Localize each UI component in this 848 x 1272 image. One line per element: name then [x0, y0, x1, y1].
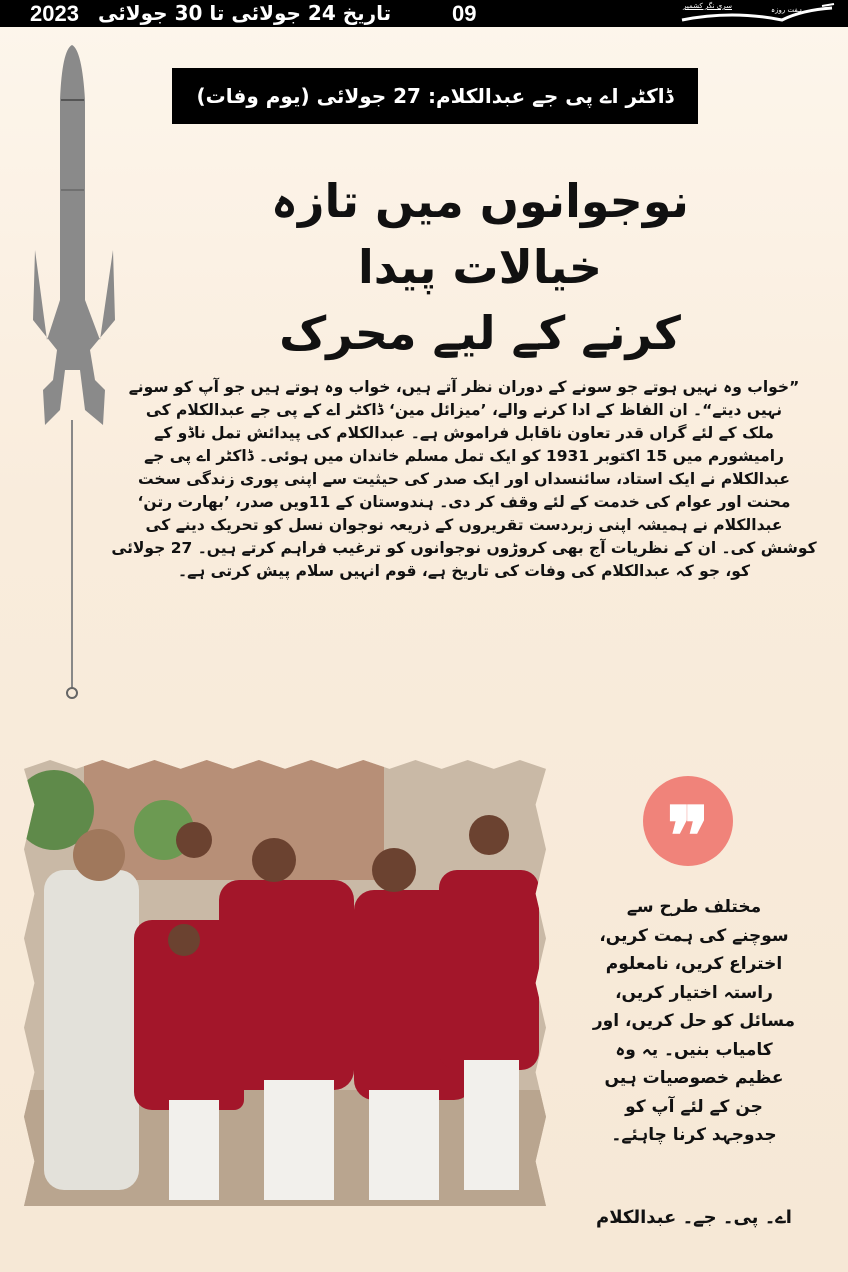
body-line: عبدالکلام نے ایک استاد، سائنسداں اور ایک صدر کی حیثیت سے اپنی پوری زندگی سخت	[138, 470, 790, 488]
quote-line: مختلف طرح سے	[626, 897, 762, 917]
article-photo	[24, 760, 546, 1206]
masthead-weekly: ہفت روزہ	[771, 6, 802, 14]
body-line: ملک کے لئے گراں قدر تعاون ناقابل فراموش ہے۔ عبدالکلام کی پیدائش تمل ناڈو کے	[154, 424, 774, 442]
body-line: رامیشورم میں 15 اکتوبر 1931 کو ایک تمل مسلم خاندان میں ہوئی۔ ڈاکٹر اے پی جے	[144, 447, 784, 465]
body-line: نہیں دیتے“۔ ان الفاظ کے ادا کرنے والے، ’میزائل مین‘ ڈاکٹر اے کے پی جے عبدالکلام کی	[145, 401, 783, 419]
quote-line: جن کے لئے آپ کو	[625, 1096, 763, 1117]
headline-line: کرنے کے لیے محرک	[279, 306, 681, 360]
quote-line: کامیاب بنیں۔ یہ وہ	[615, 1039, 773, 1060]
page-header-bar	[0, 0, 848, 27]
body-line: کوشش کی۔ ان کے نظریات آج بھی کروڑوں نوجوانوں کو ترغیب فراہم کرتے ہیں۔ 27 جولائی	[111, 539, 817, 557]
quote-line: عظیم خصوصیات ہیں	[604, 1068, 784, 1088]
issue-dates: تاریخ 24 جولائی تا 30 جولائی	[98, 1, 392, 25]
quote-mark-icon: ❞	[643, 776, 733, 866]
masthead-logo	[672, 2, 842, 24]
body-line: محنت اور عوام کی خدمت کے لئے وقف کر دی۔ ہندوستان کے 11ویں صدر، ’بھارت رتن‘	[137, 493, 791, 511]
missile-illustration-icon	[25, 40, 120, 705]
headline-line: نوجوانوں میں تازہ خیالات پیدا	[271, 174, 689, 294]
masthead-city: سری نگر کشمیر	[683, 2, 732, 10]
page-number: 09	[452, 1, 477, 26]
quote-line: مسائل کو حل کریں، اور	[592, 1011, 796, 1031]
pull-quote	[560, 893, 828, 1150]
issue-year: 2023	[30, 1, 79, 26]
body-line: کو، جو کہ عبدالکلام کی وفات کی تاریخ ہے، قوم انہیں سلام پیش کرتی ہے۔	[177, 562, 751, 580]
article-body	[108, 376, 820, 583]
quote-line: اختراع کریں، نامعلوم	[605, 954, 783, 974]
article-label: ڈاکٹر اے پی جے عبدالکلام: 27 جولائی (یوم وفات)	[172, 68, 698, 124]
article-headline	[200, 168, 760, 366]
quote-author: اے۔ پی۔ جے۔ عبدالکلام	[596, 1207, 792, 1228]
quote-line: سوچنے کی ہمت کریں،	[599, 925, 789, 946]
body-line: عبدالکلام نے ہمیشہ اپنی زبردست تقریروں کے ذریعہ نوجوان نسل کو تحریک دینے کی	[145, 516, 783, 534]
body-line: ”خواب وہ نہیں ہوتے جو سونے کے دوران نظر آتے ہیں، خواب وہ ہوتے ہیں جو آپ کو سونے	[128, 378, 800, 396]
quote-line: جدوجہد کرنا چاہئے۔	[611, 1125, 777, 1145]
quote-line: راستہ اختیار کریں،	[615, 982, 773, 1003]
